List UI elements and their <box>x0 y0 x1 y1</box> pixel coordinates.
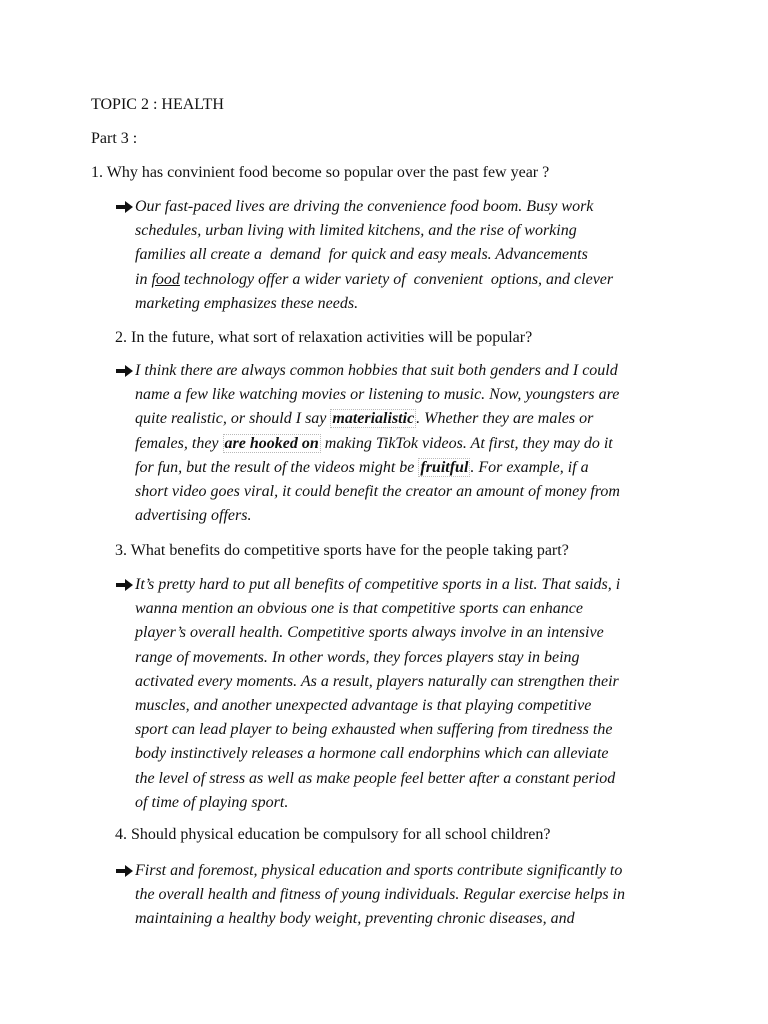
answer-line: body instinctively releases a hormone call endorphins which can alleviate <box>135 745 609 763</box>
answer-line: muscles, and another unexpected advantage is that playing competitive <box>135 697 592 715</box>
arrow-bullet-icon <box>115 195 135 219</box>
answer-line: the level of stress as well as make people feel better after a constant period <box>135 769 616 787</box>
arrow-bullet-icon <box>115 359 135 383</box>
answer-2 <box>115 359 685 528</box>
answer-line: player’s overall health. Competitive sports always involve in an intensive <box>135 624 604 642</box>
arrow-bullet-icon <box>115 573 135 597</box>
highlighted-vocab: materialistic <box>332 410 415 428</box>
answer-line: schedules, urban living with limited kitchens, and the rise of working <box>135 222 577 240</box>
answer-line: marketing emphasizes these needs. <box>135 294 359 312</box>
question-3: 3. What benefits do competitive sports have for the people taking part? <box>115 542 569 559</box>
question-2: 2. In the future, what sort of relaxation activities will be popular? <box>115 329 533 346</box>
answer-4 <box>115 859 685 932</box>
answer-3 <box>115 573 685 815</box>
answer-line: activated every moments. As a result, players naturally can strengthen their <box>135 672 619 690</box>
topic-heading: TOPIC 2 : HEALTH <box>91 96 224 113</box>
answer-line: families all create a demand for quick and easy meals. Advancements <box>135 246 588 264</box>
underlined-word: food <box>151 270 180 288</box>
answer-1 <box>115 195 685 316</box>
question-1: 1. Why has convinient food become so popular over the past few year ? <box>91 164 550 181</box>
answer-line: advertising offers. <box>135 507 252 525</box>
highlighted-vocab: fruitful <box>420 458 469 476</box>
answer-line: for fun, but the result of the videos might be fruitful . For example, if a <box>135 458 589 476</box>
answer-line: the overall health and fitness of young individuals. Regular exercise helps in <box>135 886 625 904</box>
answer-line: wanna mention an obvious one is that competitive sports can enhance <box>135 600 583 618</box>
answer-line: Our fast-paced lives are driving the convenience food boom. Busy work <box>135 198 594 215</box>
highlighted-vocab: are hooked on <box>224 434 319 452</box>
answer-line: I think there are always common hobbies that suit both genders and I could <box>135 362 618 379</box>
answer-line: quite realistic, or should I say materialistic . Whether they are males or <box>135 410 594 428</box>
answer-line: of time of playing sport. <box>135 793 289 811</box>
answer-line: It’s pretty hard to put all benefits of competitive sports in a list. That saids, i <box>135 576 621 593</box>
arrow-bullet-icon <box>115 859 135 883</box>
answer-line: First and foremost, physical education and sports contribute significantly to <box>135 862 623 879</box>
answer-line: short video goes viral, it could benefit the creator an amount of money from <box>135 483 620 501</box>
answer-line: range of movements. In other words, they forces players stay in being <box>135 648 580 666</box>
answer-line: females, they are hooked on making TikTok videos. At first, they may do it <box>135 434 613 452</box>
answer-line: name a few like watching movies or listening to music. Now, youngsters are <box>135 386 620 404</box>
question-4: 4. Should physical education be compulsory for all school children? <box>115 826 551 843</box>
answer-line: sport can lead player to being exhausted when suffering from tiredness the <box>135 721 613 739</box>
answer-line: maintaining a healthy body weight, preventing chronic diseases, and <box>135 910 575 928</box>
answer-line: in food technology offer a wider variety of convenient options, and clever <box>135 270 614 288</box>
part-heading: Part 3 : <box>91 130 138 147</box>
